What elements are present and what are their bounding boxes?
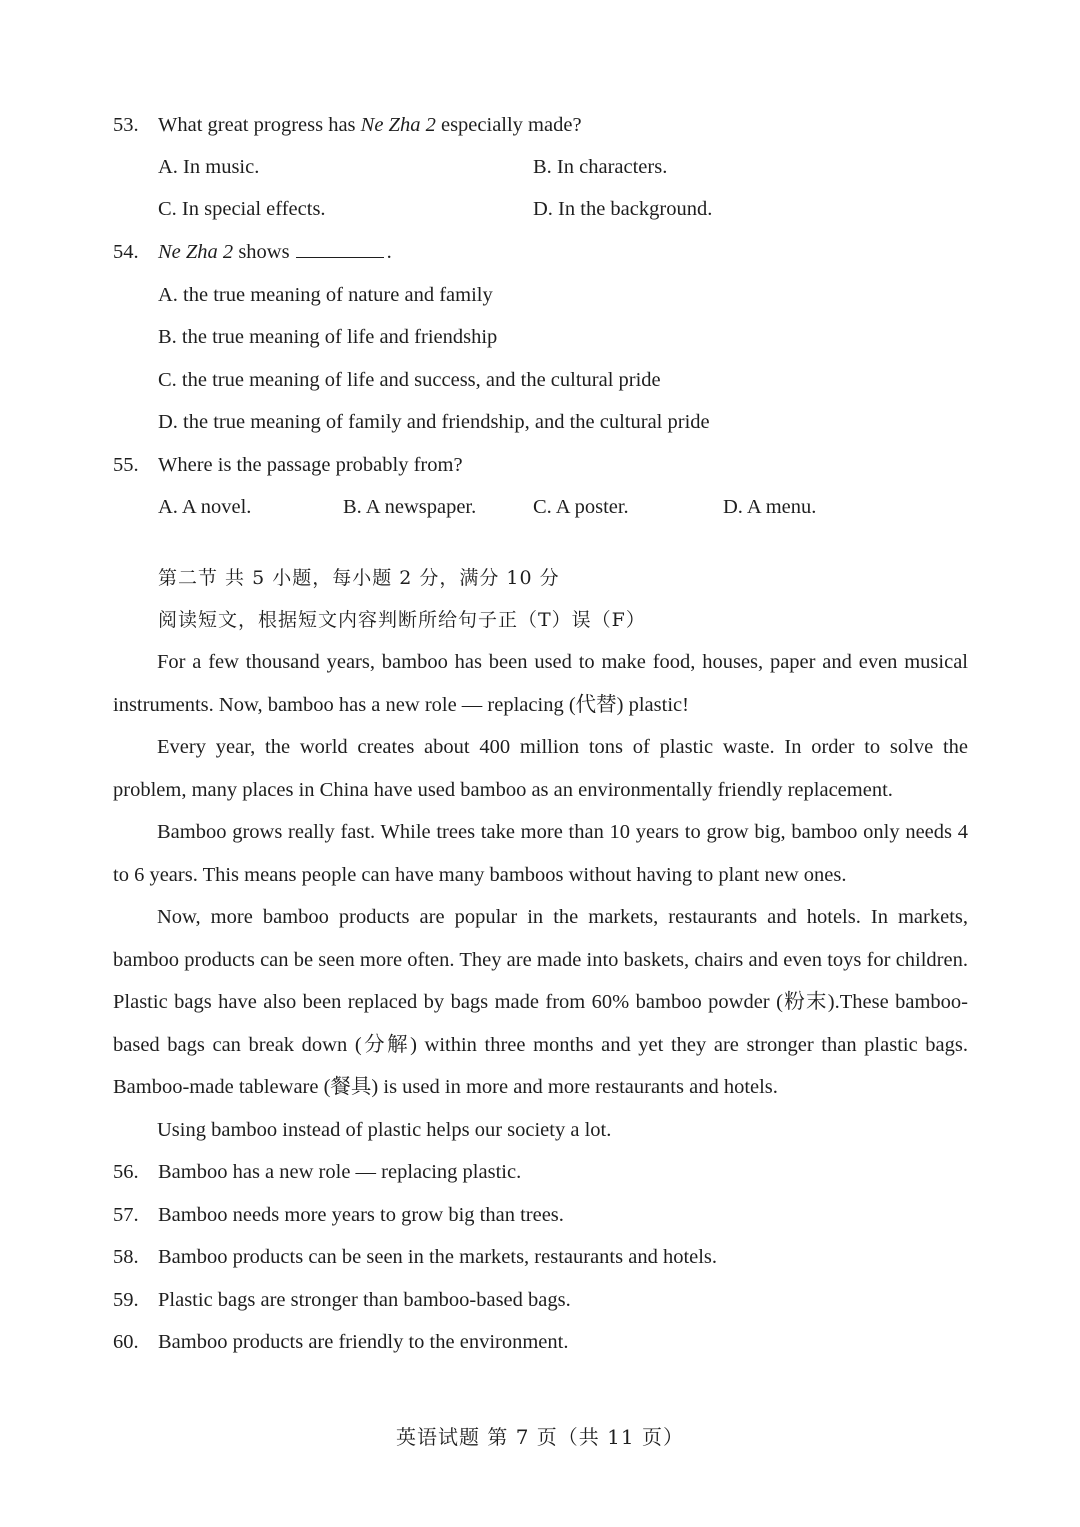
statement-57 [113,1202,564,1228]
section-instruction: 阅读短文，根据短文内容判断所给句子正（T）误（F） [158,609,646,631]
question-number: 53. [113,114,139,136]
passage-paragraph: Bamboo grows really fast. While trees take more than 10 years to grow big, bamboo only needs 4 to 6 years. This means people can have many bamboos without having to plant new ones. [113,821,968,886]
option-55c[interactable]: C. A poster. [533,496,629,518]
passage-paragraph: For a few thousand years, bamboo has been used to make food, houses, paper and even musical instruments. Now, bamboo has a new role — replacing (代替) plastic! [113,651,968,716]
statement-number: 60. [113,1331,139,1353]
statement-text: Bamboo products can be seen in the markets, restaurants and hotels. [158,1246,718,1268]
stem-text: . [386,241,392,263]
option-55d[interactable]: D. A menu. [723,496,817,518]
statement-number: 58. [113,1246,139,1268]
option-55a[interactable]: A. A novel. [158,496,252,518]
option-54b[interactable]: B. the true meaning of life and friendship [158,326,498,348]
page-footer: 英语试题 第 7 页（共 11 页） [396,1425,684,1449]
statement-59 [113,1287,571,1313]
option-54c[interactable]: C. the true meaning of life and success, and the cultural pride [158,369,661,391]
stem-text: shows [233,241,290,263]
option-54a[interactable]: A. the true meaning of nature and family [158,284,493,306]
option-53c[interactable]: C. In special effects. [158,198,326,220]
question-53 [113,112,582,138]
question-55 [113,452,463,478]
statement-number: 56. [113,1161,139,1183]
film-title: Ne Zha 2 [360,114,436,136]
statement-number: 57. [113,1204,139,1226]
section-heading: 第二节 共 5 小题，每小题 2 分，满分 10 分 [158,567,560,589]
film-title: Ne Zha 2 [158,241,234,263]
option-53b[interactable]: B. In characters. [533,156,668,178]
question-number: 54. [113,241,139,263]
stem-text: What great progress has [158,114,361,136]
option-54d[interactable]: D. the true meaning of family and friendship, and the cultural pride [158,411,710,433]
stem-text: especially made? [435,114,582,136]
statement-60 [113,1329,569,1355]
option-53d[interactable]: D. In the background. [533,198,713,220]
option-53a[interactable]: A. In music. [158,156,260,178]
statement-text: Plastic bags are stronger than bamboo-based bags. [158,1289,571,1311]
reading-passage [113,641,968,1151]
question-number: 55. [113,454,139,476]
passage-paragraph: Now, more bamboo products are popular in the markets, restaurants and hotels. In markets, bamboo products can be seen more often. They are made into baskets, chairs and even toys for children. Plastic bags have also been replaced by bags made from 60% bamboo powder (粉末).These bamboo-based bags can break down (分解) within three months and yet they are stronger than plastic bags. Bamboo-made tableware (餐具) is used in more and more restaurants and hotels. [113,906,968,1098]
question-stem: Where is the passage probably from? [158,454,463,476]
passage-paragraph: Every year, the world creates about 400 million tons of plastic waste. In order to solve the problem, many places in China have used bamboo as an environmentally friendly replacement. [113,736,968,801]
statement-number: 59. [113,1289,139,1311]
statement-58 [113,1244,718,1270]
option-55b[interactable]: B. A newspaper. [343,496,477,518]
passage-paragraph: Using bamboo instead of plastic helps our society a lot. [157,1118,612,1141]
statement-text: Bamboo needs more years to grow big than trees. [158,1204,564,1226]
statement-56 [113,1159,522,1185]
question-54 [113,239,392,265]
question-stem [158,239,392,265]
statement-text: Bamboo products are friendly to the environment. [158,1331,569,1353]
question-stem [158,112,582,138]
statement-text: Bamboo has a new role — replacing plastic. [158,1161,522,1183]
answer-blank[interactable] [296,239,384,258]
